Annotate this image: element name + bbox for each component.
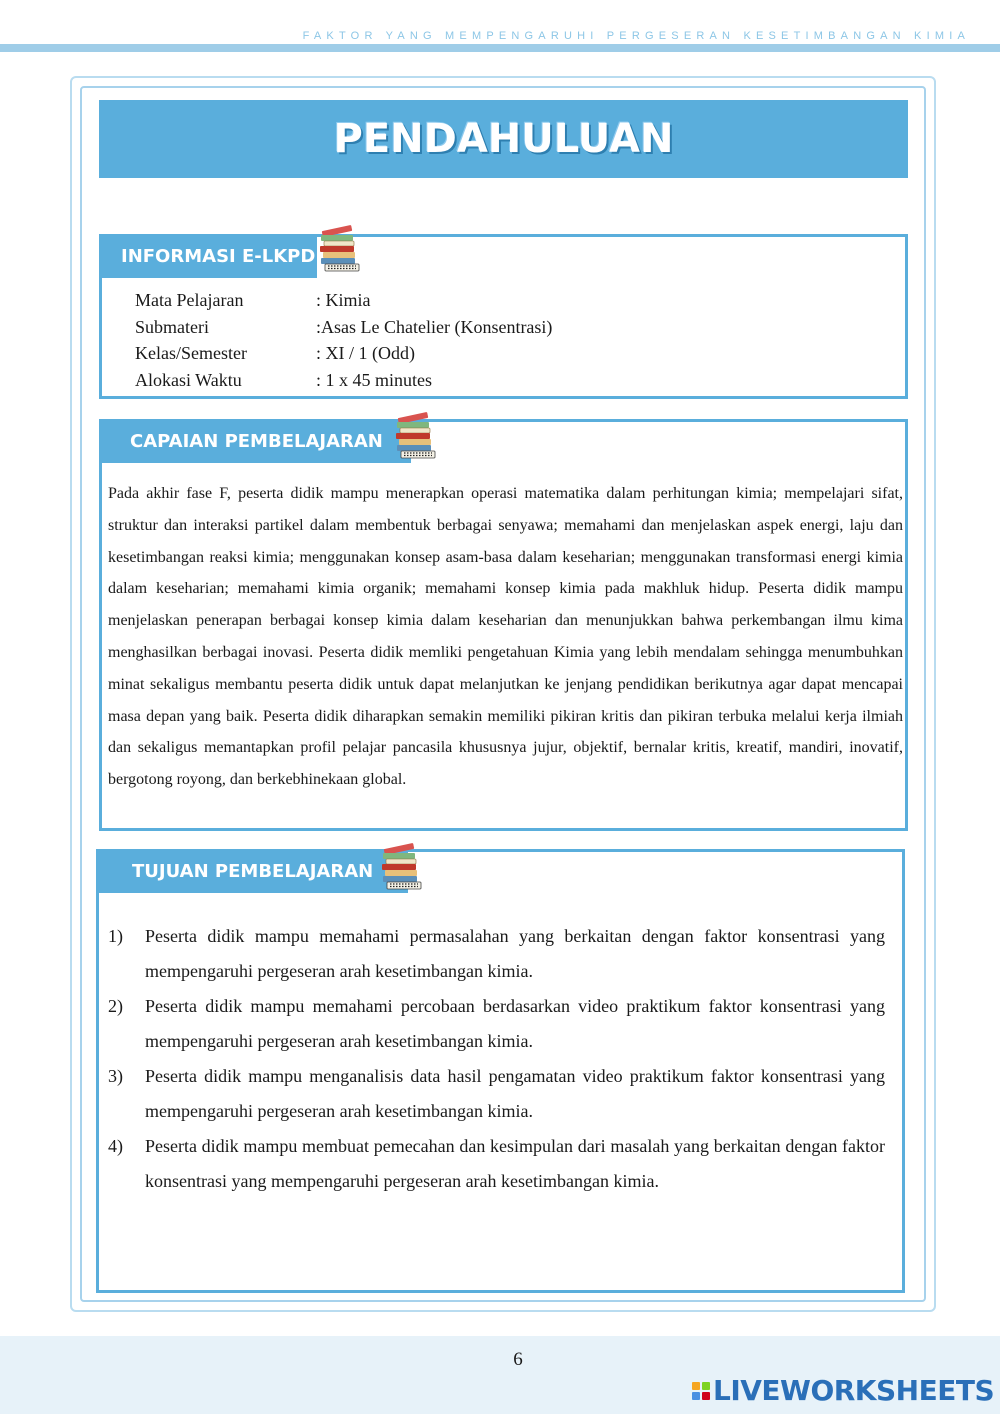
books-icon xyxy=(392,409,440,465)
capaian-heading: CAPAIAN PEMBELAJARAN xyxy=(99,419,411,463)
tujuan-list xyxy=(108,919,885,1199)
tujuan-heading: TUJUAN PEMBELAJARAN xyxy=(96,849,408,893)
live-blocks-icon xyxy=(692,1382,710,1400)
list-text: Peserta didik mampu membuat pemecahan dan kesimpulan dari masalah yang berkaitan dengan faktor konsentrasi yang mempengaruhi pergeseran arah kesetimbangan kimia. xyxy=(145,1136,885,1191)
list-item xyxy=(108,1129,885,1199)
info-row xyxy=(135,367,552,394)
info-label: Submateri xyxy=(135,316,209,337)
list-item xyxy=(108,1059,885,1129)
list-item xyxy=(108,989,885,1059)
info-label: Kelas/Semester xyxy=(135,343,247,364)
liveworksheets-logo[interactable] xyxy=(692,1374,994,1407)
info-value: : XI / 1 (Odd) xyxy=(316,343,415,364)
info-row xyxy=(135,287,552,314)
list-text: Peserta didik mampu menganalisis data hasil pengamatan video praktikum faktor konsentrasi yang mempengaruhi pergeseran arah kesetimbangan kimia. xyxy=(145,1066,885,1121)
page-title: PENDAHULUAN xyxy=(333,116,674,162)
informasi-heading: INFORMASI E-LKPD xyxy=(99,234,317,278)
info-label: Mata Pelajaran xyxy=(135,290,244,310)
list-number: 3) xyxy=(108,1066,123,1086)
list-text: Peserta didik mampu memahami permasalahan yang berkaitan dengan faktor konsentrasi yang mempengaruhi pergeseran arah kesetimbangan kimia. xyxy=(145,926,885,981)
info-row xyxy=(135,314,552,341)
list-item xyxy=(108,919,885,989)
list-text: Peserta didik mampu memahami percobaan berdasarkan video praktikum faktor konsentrasi yang mempengaruhi pergeseran arah kesetimbangan kimia. xyxy=(145,996,885,1051)
brand-name: LIVEWORKSHEETS xyxy=(713,1374,995,1407)
info-label: Alokasi Waktu xyxy=(135,369,242,390)
list-number: 1) xyxy=(108,926,123,946)
title-banner xyxy=(99,100,908,178)
info-table xyxy=(135,287,552,393)
running-title: FAKTOR YANG MEMPENGARUHI PERGESERAN KESETIMBANGAN KIMIA xyxy=(302,30,970,42)
list-number: 4) xyxy=(108,1136,123,1156)
capaian-paragraph: Pada akhir fase F, peserta didik mampu menerapkan operasi matematika dalam perhitungan kimia; mempelajari sifat, struktur dan interaksi partikel dalam membentuk berbagai senyawa; memahami dan menjelaskan aspek energi, laju dan kesetimbangan reaksi kimia; menggunakan konsep asam-basa dalam keseharian; menggunakan transformasi energi kimia dalam keseharian; memahami kimia organik; memahami konsep kimia pada makhluk hidup. Peserta didik mampu menjelaskan penerapan berbagai konsep kimia dalam keseharian dan menunjukkan bahwa perkembangan ilmu kima menghasilkan berbagai inovasi. Peserta didik memliki pengetahuan Kimia yang lebih mendalam sehingga menumbuhkan minat sekaligus membantu peserta didik untuk dapat melanjutkan ke jenjang pendidikan berikutnya agar dapat mencapai masa depan yang baik. Peserta didik diharapkan semakin memiliki pikiran kritis dan pikiran terbuka melalui kerja ilmiah dan sekaligus memantapkan profil pelajar pancasila khususnya jujur, objektif, bernalar kritis, kreatif, mandiri, inovatif, bergotong royong, dan berkebhinekaan global. xyxy=(108,485,903,789)
info-row xyxy=(135,340,552,367)
header-rule xyxy=(0,44,1000,52)
page-number: 6 xyxy=(513,1349,523,1370)
books-icon xyxy=(378,840,426,896)
books-icon xyxy=(316,222,364,278)
info-value: :Asas Le Chatelier (Konsentrasi) xyxy=(316,316,553,337)
list-number: 2) xyxy=(108,996,123,1016)
info-value: : Kimia xyxy=(316,290,371,310)
info-value: : 1 x 45 minutes xyxy=(316,369,432,390)
